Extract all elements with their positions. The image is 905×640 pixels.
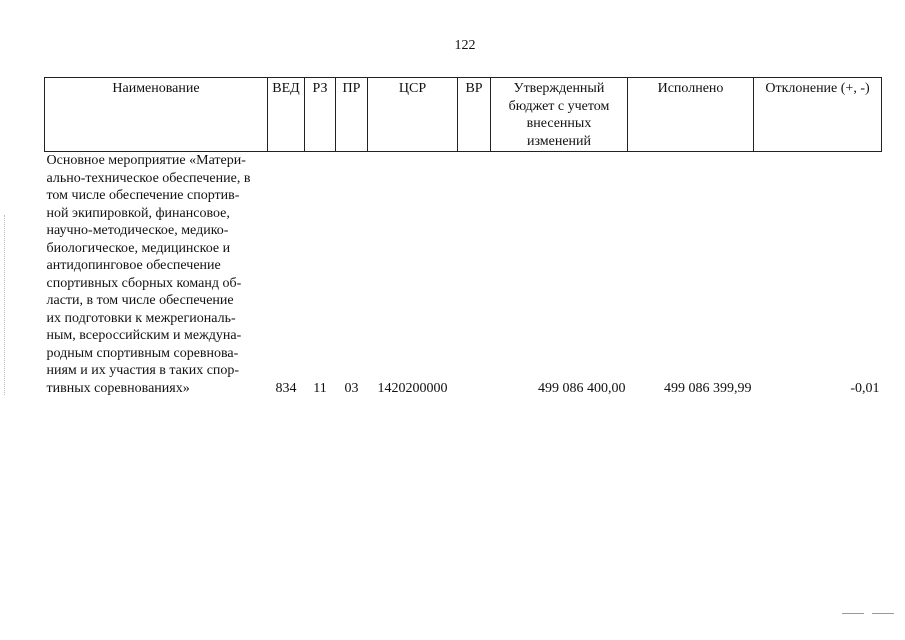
row-deviation: -0,01 xyxy=(850,380,880,396)
row-name-line: научно-методическое, медико- xyxy=(46,223,229,238)
scan-footer-dash xyxy=(872,613,894,614)
row-name-line: биологическое, медицинское и xyxy=(46,240,231,256)
row-name-line: том числе обеспечение спортив- xyxy=(46,188,240,203)
header-name: Наименование xyxy=(45,78,268,152)
header-executed: Исполнено xyxy=(628,78,754,152)
row-name-line: спортивных сборных команд об- xyxy=(46,275,242,291)
header-deviation: Отклонение (+, -) xyxy=(754,78,882,152)
row-name-line: ным, всероссийским и междуна- xyxy=(46,328,242,343)
row-name-line: родным спортивным соревнова- xyxy=(46,345,239,361)
table-row xyxy=(45,152,882,398)
row-rz: 11 xyxy=(313,380,327,396)
header-rz: РЗ xyxy=(305,78,336,152)
row-approved-budget: 499 086 400,00 xyxy=(538,380,626,396)
row-executed: 499 086 399,99 xyxy=(664,380,752,396)
header-approved-budget: Утвержденный бюджет с учетом внесенных изменений xyxy=(491,78,628,152)
row-name xyxy=(45,152,268,398)
row-name-line: их подготовки к межрегиональ- xyxy=(46,310,236,326)
row-name-line: ласти, в том числе обеспечение xyxy=(46,293,234,308)
budget-table xyxy=(44,77,882,397)
header-ved: ВЕД xyxy=(268,78,305,152)
row-vr xyxy=(458,152,491,398)
row-name-line: ально-техническое обеспечение, в xyxy=(46,170,251,186)
row-name-line: тивных соревнованиях» xyxy=(46,380,190,396)
row-csr: 1420200000 xyxy=(377,380,448,396)
row-name-line: антидопинговое обеспечение xyxy=(46,258,221,273)
scan-footer-dash xyxy=(842,613,864,614)
header-pr: ПР xyxy=(336,78,368,152)
row-name-line: Основное мероприятие «Матери- xyxy=(46,153,246,168)
row-pr: 03 xyxy=(344,380,359,396)
scan-margin-marks xyxy=(4,215,7,395)
row-name-line: ной экипировкой, финансовое, xyxy=(46,205,230,221)
row-ved: 834 xyxy=(275,380,297,396)
header-vr: ВР xyxy=(458,78,491,152)
row-name-line: ниям и их участия в таких спор- xyxy=(46,363,240,378)
table-header-row xyxy=(45,78,882,152)
page-number: 122 xyxy=(454,38,476,53)
header-csr: ЦСР xyxy=(368,78,458,152)
